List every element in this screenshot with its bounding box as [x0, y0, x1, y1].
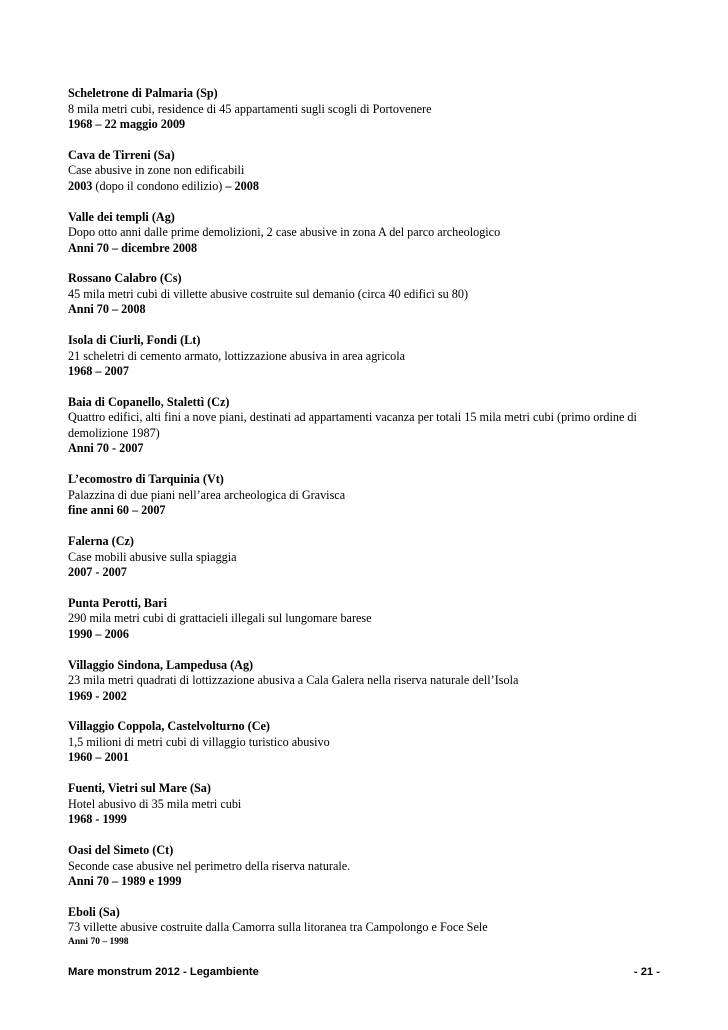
entry-date-start: 2003	[68, 178, 93, 193]
entry-description: 8 mila metri cubi, residence di 45 appartamenti sugli scogli di Portovenere	[68, 101, 432, 116]
entry-description: Hotel abusivo di 35 mila metri cubi	[68, 796, 242, 811]
entry-tarquinia	[68, 472, 668, 519]
entry-description: 23 mila metri quadrati di lottizzazione abusiva a Cala Galera nella riserva naturale dell’Isola	[68, 673, 519, 688]
entry-date: 1968 – 2007	[68, 364, 129, 379]
entry-villaggio-sindona	[68, 658, 668, 705]
entry-title: Oasi del Simeto (Ct)	[68, 843, 174, 858]
entry-fuenti	[68, 781, 668, 828]
entry-title: Isola di Ciurli, Fondi (Lt)	[68, 333, 201, 348]
entry-description: 290 mila metri cubi di grattacieli illegali sul lungomare barese	[68, 611, 372, 626]
entry-description: 45 mila metri cubi di villette abusive costruite sul demanio (circa 40 edifici su 80)	[68, 286, 469, 301]
footer-publication: Mare monstrum 2012 - Legambiente	[68, 966, 259, 978]
entry-isola-di-ciurli	[68, 333, 668, 380]
entry-date: fine anni 60 – 2007	[68, 503, 166, 518]
entry-date: Anni 70 – 1998	[68, 936, 129, 947]
entry-title: Valle dei templi (Ag)	[68, 209, 175, 224]
entry-punta-perotti	[68, 596, 668, 643]
entry-description: 21 scheletri di cemento armato, lottizzazione abusiva in area agricola	[68, 348, 406, 363]
entry-title: Punta Perotti, Bari	[68, 595, 167, 610]
entry-title: Fuenti, Vietri sul Mare (Sa)	[68, 781, 211, 796]
entry-palmaria	[68, 86, 668, 133]
entry-title: L’ecomostro di Tarquinia (Vt)	[68, 472, 224, 487]
entry-date: 1969 - 2002	[68, 688, 127, 703]
entry-description: Case abusive in zone non edificabili	[68, 163, 245, 178]
entry-cava-de-tirreni	[68, 148, 668, 195]
entry-date: 1990 – 2006	[68, 626, 129, 641]
entry-title: Villaggio Coppola, Castelvolturno (Ce)	[68, 719, 270, 734]
entry-eboli	[68, 905, 668, 949]
page-number: - 21 -	[633, 966, 660, 978]
entry-title: Falerna (Cz)	[68, 534, 134, 549]
entry-description: Case mobili abusive sulla spiaggia	[68, 549, 237, 564]
entry-description: 1,5 milioni di metri cubi di villaggio turistico abusivo	[68, 734, 330, 749]
entry-date: 2007 - 2007	[68, 565, 127, 580]
entry-title: Cava de Tirreni (Sa)	[68, 147, 175, 162]
entry-date: 1968 – 22 maggio 2009	[68, 117, 186, 131]
entry-date-note: (dopo il condono edilizio)	[92, 178, 226, 193]
entry-description: Quattro edifici, alti fini a nove piani, destinati ad appartamenti vacanza per totali 15 mila metri cubi (primo ordine di demolizione 1987)	[68, 410, 637, 440]
entry-description: Dopo otto anni dalle prime demolizioni, 2 case abusive in zona A del parco archeologico	[68, 225, 501, 240]
entry-description: 73 villette abusive costruite dalla Camorra sulla litoranea tra Campolongo e Foce Sele	[68, 920, 488, 935]
entry-description: Palazzina di due piani nell’area archeologica di Gravisca	[68, 487, 346, 502]
entry-description: Seconde case abusive nel perimetro della riserva naturale.	[68, 858, 351, 873]
entry-copanello	[68, 395, 668, 457]
entry-date	[68, 179, 668, 195]
page-footer	[68, 966, 660, 978]
entry-valle-dei-templi	[68, 210, 668, 257]
entry-title: Rossano Calabro (Cs)	[68, 271, 182, 286]
entry-date: Anni 70 – 2008	[68, 302, 146, 317]
entry-villaggio-coppola	[68, 719, 668, 766]
entry-title: Villaggio Sindona, Lampedusa (Ag)	[68, 657, 254, 672]
document-body	[68, 86, 668, 964]
entry-date-end: – 2008	[225, 178, 259, 193]
entry-date: 1960 – 2001	[68, 750, 129, 765]
entry-title: Scheletrone di Palmaria (Sp)	[68, 86, 218, 100]
entry-date: Anni 70 – 1989 e 1999	[68, 874, 182, 889]
entry-oasi-del-simeto	[68, 843, 668, 890]
entry-title: Eboli (Sa)	[68, 904, 120, 919]
entry-title: Baia di Copanello, Stalettì (Cz)	[68, 394, 230, 409]
entry-date: 1968 - 1999	[68, 812, 127, 827]
entry-falerna	[68, 534, 668, 581]
entry-date: Anni 70 – dicembre 2008	[68, 240, 198, 255]
entry-date: Anni 70 - 2007	[68, 441, 144, 456]
entry-rossano-calabro	[68, 271, 668, 318]
